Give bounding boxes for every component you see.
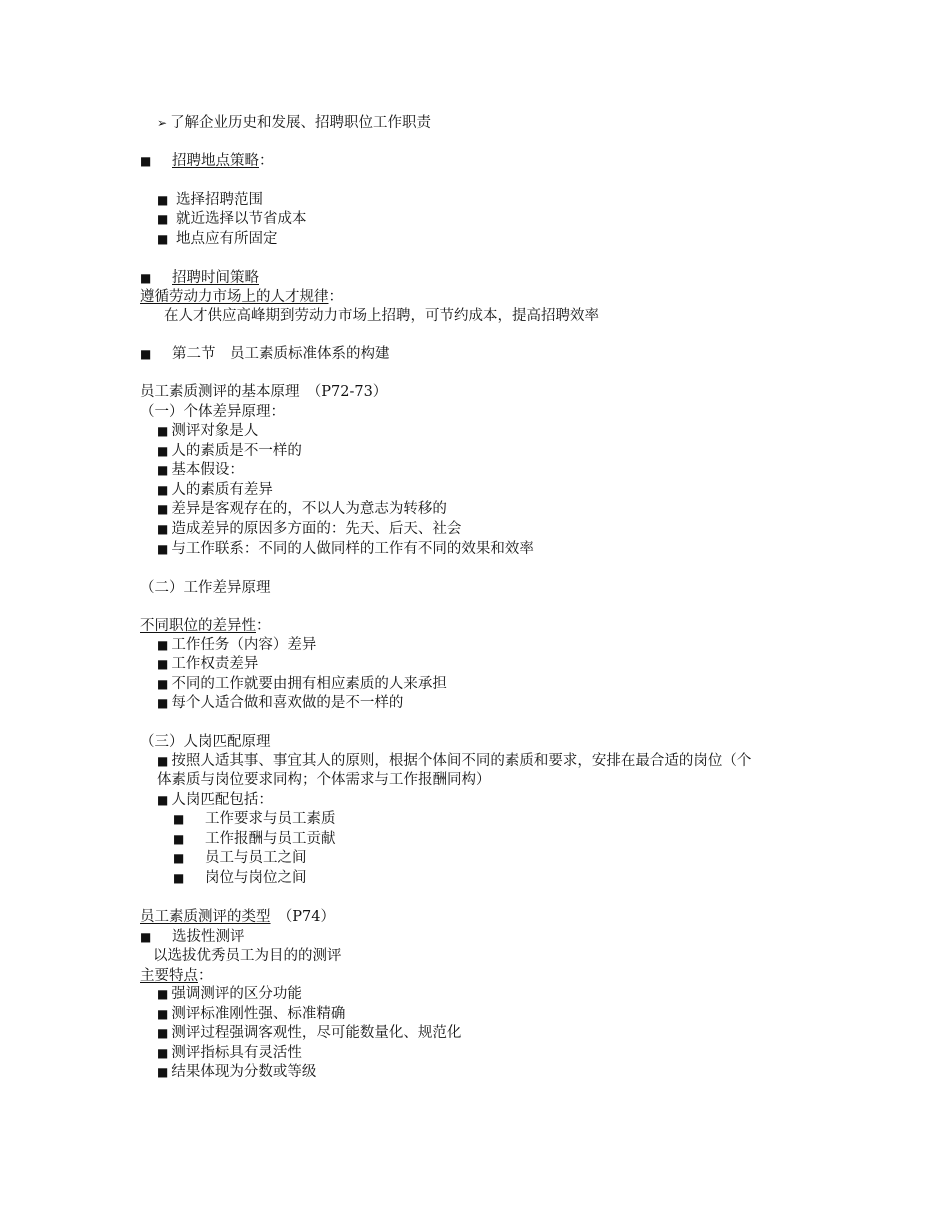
arrow-bullet-icon: ➢ — [157, 116, 168, 130]
line-text: 工作权责差异 — [171, 656, 259, 672]
line-text: 工作任务（内容）差异 — [171, 637, 317, 653]
bullet-line — [157, 190, 263, 210]
heading-text: 第二节 员工素质标准体系的构建 — [172, 346, 390, 362]
section-heading — [140, 344, 390, 364]
sub-bullet-line — [173, 829, 336, 849]
heading-text: 选拔性测评 — [172, 929, 245, 945]
square-bullet-icon: ■ — [173, 871, 185, 885]
square-bullet-icon: ■ — [157, 987, 169, 1001]
line-text: 基本假设： — [171, 462, 244, 478]
colon: ： — [256, 618, 271, 634]
bullet-line — [157, 674, 447, 694]
line-text: 测评指标具有灵活性 — [171, 1045, 302, 1061]
bullet-line — [157, 1004, 345, 1024]
line-text: 结果体现为分数或等级 — [171, 1064, 317, 1080]
subheading-text: 员工素质测评的类型 — [140, 909, 271, 925]
bullet-line — [157, 1023, 461, 1043]
square-bullet-icon: ■ — [157, 424, 169, 438]
square-bullet-icon: ■ — [140, 154, 152, 168]
bullet-line — [157, 1043, 302, 1063]
line-text: 岗位与岗位之间 — [205, 870, 307, 886]
subheading: 员工素质测评的基本原理 （P72-73） — [140, 384, 388, 400]
bullet-line — [157, 751, 751, 771]
square-bullet-icon: ■ — [157, 1026, 169, 1040]
bullet-line — [157, 441, 302, 461]
section-heading — [140, 151, 274, 171]
line-text: 测评过程强调客观性，尽可能数量化、规范化 — [171, 1025, 462, 1041]
bullet-line — [157, 113, 431, 133]
bullet-line — [157, 654, 258, 674]
square-bullet-icon: ■ — [140, 347, 152, 361]
bullet-line — [157, 519, 461, 539]
bullet-line — [157, 460, 244, 480]
section-heading — [140, 268, 259, 288]
line-text: 地点应有所固定 — [175, 231, 278, 247]
square-bullet-icon: ■ — [157, 502, 169, 516]
subheading: （二）工作差异原理 — [140, 580, 271, 596]
square-bullet-icon: ■ — [157, 1046, 169, 1060]
bullet-line — [157, 539, 534, 559]
bullet-line — [157, 790, 273, 810]
square-bullet-icon: ■ — [140, 271, 152, 285]
sub-bullet-line — [173, 868, 307, 888]
heading-text: 招聘时间策略 — [172, 270, 259, 286]
line-text: 了解企业历史和发展、招聘职位工作职责 — [170, 115, 432, 131]
square-bullet-icon: ■ — [157, 542, 169, 556]
bullet-line — [157, 984, 302, 1004]
line-text: 测评对象是人 — [171, 423, 259, 439]
line-text: 与工作联系：不同的人做同样的工作有不同的效果和效率 — [171, 541, 534, 557]
line-text: 强调测评的区分功能 — [171, 986, 302, 1002]
square-bullet-icon: ■ — [157, 696, 169, 710]
bullet-line — [157, 499, 447, 519]
subheading-text: 主要特点 — [140, 968, 198, 984]
paragraph-line: 以选拔优秀员工为目的的测评 — [153, 948, 342, 964]
line-text: 员工与员工之间 — [205, 850, 307, 866]
square-bullet-icon: ■ — [157, 232, 169, 246]
line-text: 测评标准刚性强、标准精确 — [171, 1006, 346, 1022]
bullet-line — [157, 480, 273, 500]
line-text: 人的素质是不一样的 — [171, 443, 302, 459]
section-heading — [140, 927, 245, 947]
page-ref: （P74） — [285, 909, 335, 925]
square-bullet-icon: ■ — [157, 638, 169, 652]
square-bullet-icon: ■ — [157, 677, 169, 691]
subheading — [140, 966, 213, 986]
line-text: 工作要求与员工素质 — [205, 811, 336, 827]
sub-bullet-line — [173, 848, 307, 868]
colon: ： — [259, 153, 274, 169]
square-bullet-icon: ■ — [157, 444, 169, 458]
subheading-text: 遵循劳动力市场上的人才规律 — [140, 289, 329, 305]
line-text: 选择招聘范围 — [175, 192, 263, 208]
bullet-line — [157, 693, 403, 713]
line-text: 按照人适其事、事宜其人的原则，根据个体间不同的素质和要求，安排在最合适的岗位（个 — [171, 753, 752, 769]
bullet-line — [157, 421, 258, 441]
square-bullet-icon: ■ — [173, 832, 185, 846]
colon: ： — [198, 968, 213, 984]
square-bullet-icon: ■ — [157, 193, 169, 207]
line-text: 人的素质有差异 — [171, 482, 273, 498]
bullet-line — [157, 209, 306, 229]
square-bullet-icon: ■ — [173, 851, 185, 865]
subheading — [140, 287, 343, 307]
line-text: 每个人适合做和喜欢做的是不一样的 — [171, 695, 404, 711]
heading-text: 招聘地点策略 — [172, 153, 259, 169]
bullet-line — [157, 1062, 316, 1082]
subheading — [140, 907, 335, 927]
square-bullet-icon: ■ — [140, 930, 152, 944]
paragraph-line: 在人才供应高峰期到劳动力市场上招聘，可节约成本，提高招聘效率 — [164, 308, 599, 324]
subheading: （一）个体差异原理： — [140, 404, 285, 420]
line-text: 工作报酬与员工贡献 — [205, 831, 336, 847]
line-text: 造成差异的原因多方面的：先天、后天、社会 — [171, 521, 462, 537]
bullet-line — [157, 229, 277, 249]
colon: ： — [328, 289, 343, 305]
subheading: （三）人岗匹配原理 — [140, 734, 271, 750]
sub-bullet-line — [173, 809, 336, 829]
square-bullet-icon: ■ — [157, 483, 169, 497]
square-bullet-icon: ■ — [173, 812, 185, 826]
square-bullet-icon: ■ — [157, 463, 169, 477]
square-bullet-icon: ■ — [157, 793, 169, 807]
square-bullet-icon: ■ — [157, 212, 169, 226]
subheading — [140, 616, 271, 636]
line-text: 不同的工作就要由拥有相应素质的人来承担 — [171, 676, 447, 692]
line-text: 人岗匹配包括： — [171, 792, 273, 808]
bullet-line — [157, 635, 316, 655]
line-text: 就近选择以节省成本 — [175, 211, 307, 227]
subheading-text: 不同职位的差异性 — [140, 618, 256, 634]
bullet-line-continued: 体素质与岗位要求同构；个体需求与工作报酬同构） — [157, 772, 491, 788]
square-bullet-icon: ■ — [157, 754, 169, 768]
square-bullet-icon: ■ — [157, 1007, 169, 1021]
square-bullet-icon: ■ — [157, 657, 169, 671]
square-bullet-icon: ■ — [157, 1065, 169, 1079]
line-text: 差异是客观存在的，不以人为意志为转移的 — [171, 501, 447, 517]
square-bullet-icon: ■ — [157, 522, 169, 536]
